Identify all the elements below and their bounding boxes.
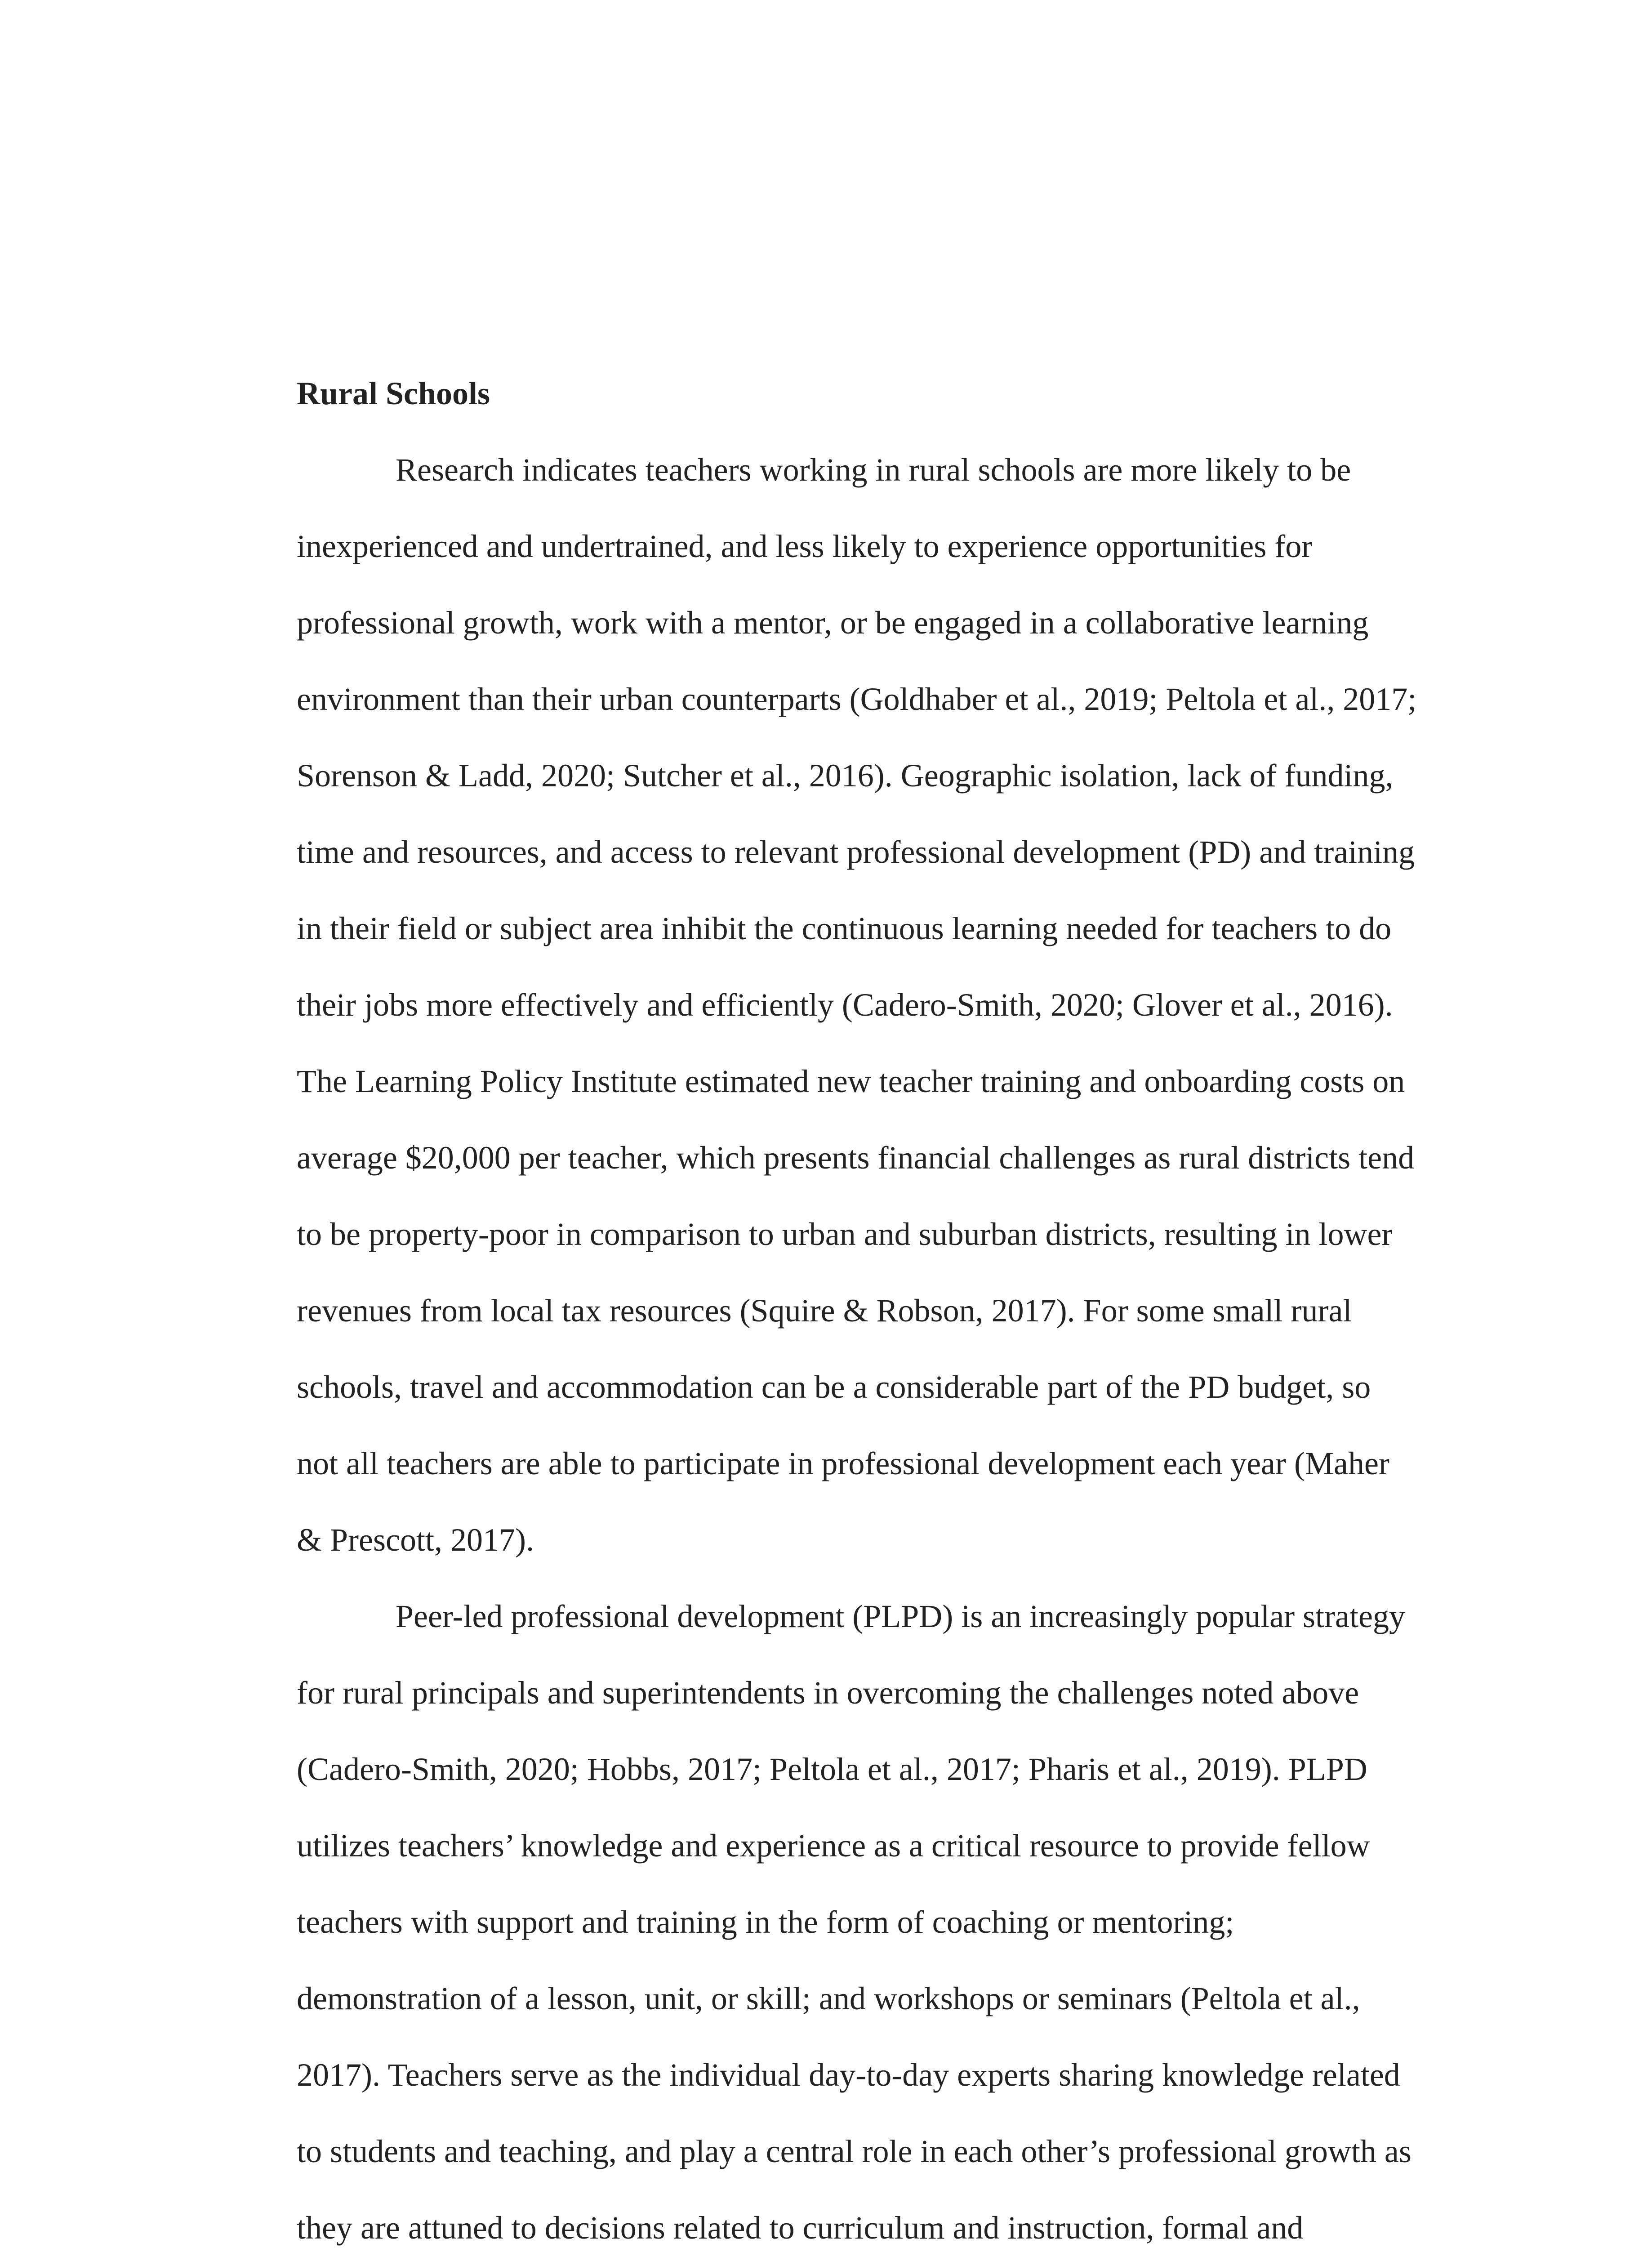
paragraph-line: Research indicates teachers working in rural schools are more likely to be	[396, 452, 1351, 488]
paragraph-line: (Cadero-Smith, 2020; Hobbs, 2017; Peltola et al., 2017; Pharis et al., 2019). PLPD	[297, 1751, 1367, 1787]
paragraph-line: to students and teaching, and play a central role in each other’s professional growth as	[297, 2133, 1412, 2169]
paragraph-line: they are attuned to decisions related to curriculum and instruction, formal and	[297, 2210, 1304, 2246]
paragraph-line: in their field or subject area inhibit the continuous learning needed for teachers to do	[297, 910, 1392, 946]
paragraph-line: professional growth, work with a mentor, or be engaged in a collaborative learning	[297, 605, 1369, 641]
paragraph-line: to be property-poor in comparison to urban and suburban districts, resulting in lower	[297, 1216, 1393, 1252]
paragraph-line: their jobs more effectively and efficiently (Cadero-Smith, 2020; Glover et al., 2016).	[297, 987, 1393, 1023]
section-heading: Rural Schools	[297, 375, 490, 411]
paragraph-line: average $20,000 per teacher, which presents financial challenges as rural districts tend	[297, 1140, 1415, 1176]
paragraph-line: revenues from local tax resources (Squire & Robson, 2017). For some small rural	[297, 1293, 1352, 1329]
paragraph-line: Peer-led professional development (PLPD) is an increasingly popular strategy	[396, 1598, 1405, 1634]
paragraph-line: The Learning Policy Institute estimated new teacher training and onboarding costs on	[297, 1063, 1405, 1099]
paragraph-line: teachers with support and training in the form of coaching or mentoring;	[297, 1904, 1234, 1940]
paragraph-line: 2017). Teachers serve as the individual day-to-day experts sharing knowledge related	[297, 2057, 1400, 2093]
paragraph-line: Sorenson & Ladd, 2020; Sutcher et al., 2016). Geographic isolation, lack of funding,	[297, 758, 1394, 794]
paragraph-line: for rural principals and superintendents in overcoming the challenges noted above	[297, 1675, 1359, 1711]
paragraph-line: & Prescott, 2017).	[297, 1522, 534, 1558]
paragraph-line: inexperienced and undertrained, and less likely to experience opportunities for	[297, 528, 1313, 564]
paragraph-line: environment than their urban counterparts (Goldhaber et al., 2019; Peltola et al., 2017;	[297, 681, 1417, 717]
paragraph-line: not all teachers are able to participate in professional development each year (Maher	[297, 1445, 1389, 1481]
paragraph-line: demonstration of a lesson, unit, or skill; and workshops or seminars (Peltola et al.,	[297, 1980, 1360, 2016]
paragraph-line: time and resources, and access to relevant professional development (PD) and training	[297, 834, 1415, 870]
paragraph-line: utilizes teachers’ knowledge and experience as a critical resource to provide fellow	[297, 1828, 1370, 1864]
paragraph-line: schools, travel and accommodation can be a considerable part of the PD budget, so	[297, 1369, 1371, 1405]
